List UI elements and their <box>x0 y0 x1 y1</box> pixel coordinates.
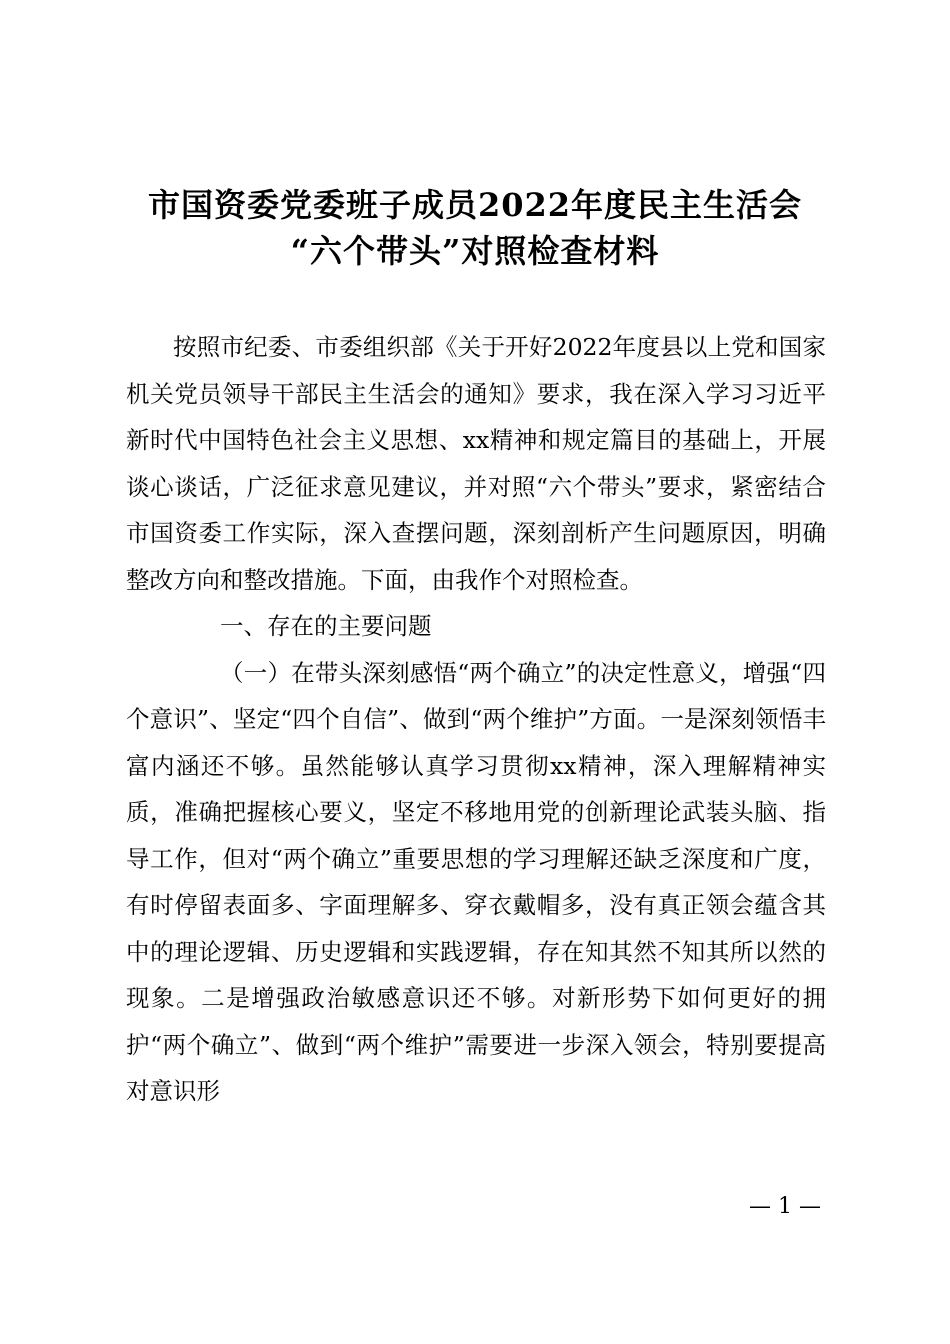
subsection-body: 一是深刻领悟丰富内涵还不够。虽然能够认真学习贯彻xx精神，深入理解精神实质，准确把握核心要义，坚定不移地用党的创新理论武装头脑、指导工作，但对“两个确立”重要思想的学习理解还缺乏深度和广度，有时停留表面多、字面理解多、穿衣戴帽多，没有真正领会蕴含其中的理论逻辑、历史逻辑和实践逻辑，存在知其然不知其所以然的现象。二是增强政治敏感意识还不够。对新形势下如何更好的拥护“两个确立”、做到“两个维护”需要进一步深入领会，特别要提高对意识形 <box>126 705 827 1105</box>
title-line-1: 市国资委党委班子成员2022年度民主生活会 <box>147 186 803 224</box>
section-heading: 一、存在的主要问题 <box>220 612 432 640</box>
title-line-2: “六个带头”对照检查材料 <box>290 232 660 270</box>
document-body <box>126 324 826 1115</box>
intro-paragraph: 按照市纪委、市委组织部《关于开好2022年度县以上党和国家机关党员领导干部民主生活会的通知》要求，我在深入学习习近平新时代中国特色社会主义思想、xx精神和规定篇目的基础上，开展谈心谈话，广泛征求意见建议，并对照“六个带头”要求，紧密结合市国资委工作实际，深入查摆问题，深刻剖析产生问题原因，明确整改方向和整改措施。下面，由我作个对照检查。 <box>126 333 826 594</box>
document-title <box>90 182 860 274</box>
page-number: — 1 — <box>749 1194 821 1219</box>
subsection-paragraph <box>126 650 826 1115</box>
subsection-heading: （一）在带头深刻感悟“两个确立”的决定性意义，增强“四个意识”、坚定“四个自信”、做到“两个维护”方面。 <box>126 658 826 733</box>
